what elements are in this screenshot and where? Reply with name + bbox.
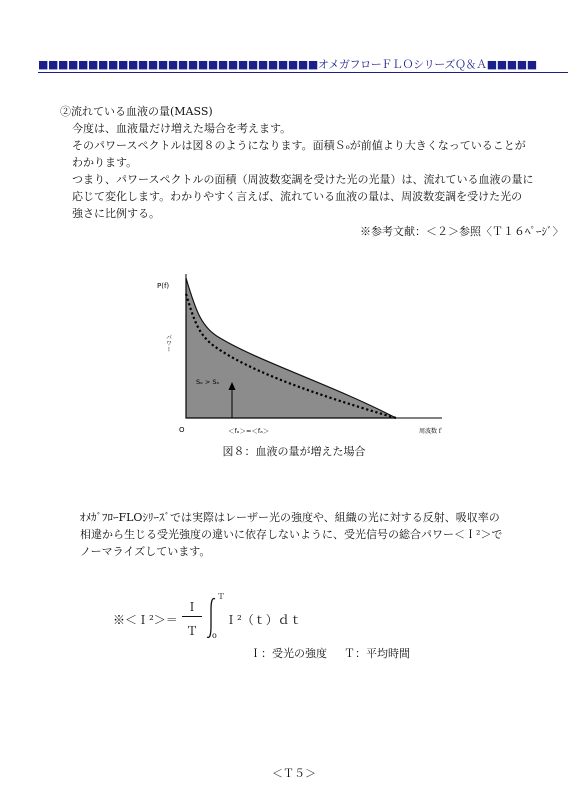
figure-caption: 図８：血液の量が増えた場合 xyxy=(222,445,366,458)
fraction-bar xyxy=(182,616,202,617)
header-rule xyxy=(38,72,568,73)
section-heading: ②流れている血液の量(MASS) xyxy=(60,105,213,118)
reference-note: ※参考文献：＜２＞参照〈Ｔ１６ﾍﾟｰｼﾞ〉 xyxy=(360,225,564,238)
legend-intensity: Ｉ：受光の強度 xyxy=(250,647,327,660)
formula-integrand: Ｉ²（ｔ）ｄｔ xyxy=(225,613,302,627)
figure-8-power-spectrum xyxy=(140,272,470,442)
integral-lower-limit: o xyxy=(212,631,217,640)
body-line-1: 今度は、血液量だけ増えた場合を考えます。 xyxy=(72,122,292,135)
y-axis-label: P(f) xyxy=(157,282,170,290)
body-line-2: そのパワースペクトルは図８のようになります。面積Ｓₒが前値より大きくなっていることが xyxy=(72,139,526,152)
header-decoration-left: ■■■■■■■■■■■■■■■■■■■■■■■■■■■■ xyxy=(38,58,318,71)
y-axis-vertical-label: パワー xyxy=(164,334,172,352)
formula-fraction-denominator: Ｔ xyxy=(186,624,199,638)
normalize-line-2: 相違から生じる受光強度の違いに依存しないように、受光信号の総合パワー＜Ｉ²＞で xyxy=(80,528,503,541)
area-label: Sₒ > Sₐ xyxy=(196,378,220,386)
normalize-line-1: ｵﾒｶﾞﾌﾛｰFLOｼﾘｰｽﾞでは実際はレーザー光の強度や、組織の光に対する反射、吸収率の xyxy=(80,511,500,524)
normalize-line-3: ノーマライズしています。 xyxy=(80,545,211,558)
body-line-4: つまり、パワースペクトルの面積（周波数変調を受けた光の光量）は、流れている血液の量に xyxy=(72,173,534,186)
mean-frequency-label: ＜fₒ＞=＜fₐ＞ xyxy=(228,427,270,435)
formula-fraction-numerator: Ｉ xyxy=(186,600,199,614)
header-decoration-right: ■■■■■ xyxy=(486,58,537,71)
origin-label: O xyxy=(179,426,185,434)
body-line-3: わかります。 xyxy=(72,156,138,169)
body-line-6: 強さに比例する。 xyxy=(72,207,160,220)
page-header xyxy=(38,56,560,72)
x-axis-label: 周波数ｆ xyxy=(419,428,444,435)
legend-time: Ｔ：平均時間 xyxy=(344,647,410,660)
body-line-5: 応じて変化します。わかりやすく言えば、流れている血液の量は、周波数変調を受けた光の xyxy=(72,190,523,203)
formula-lhs: ※＜Ｉ²＞＝ xyxy=(113,613,178,627)
header-title: オメガフローＦＬＯシリーズＱ＆Ａ xyxy=(317,58,487,71)
page-number: ＜Ｔ５＞ xyxy=(272,767,316,780)
integral-upper-limit: Ｔ xyxy=(217,592,225,601)
